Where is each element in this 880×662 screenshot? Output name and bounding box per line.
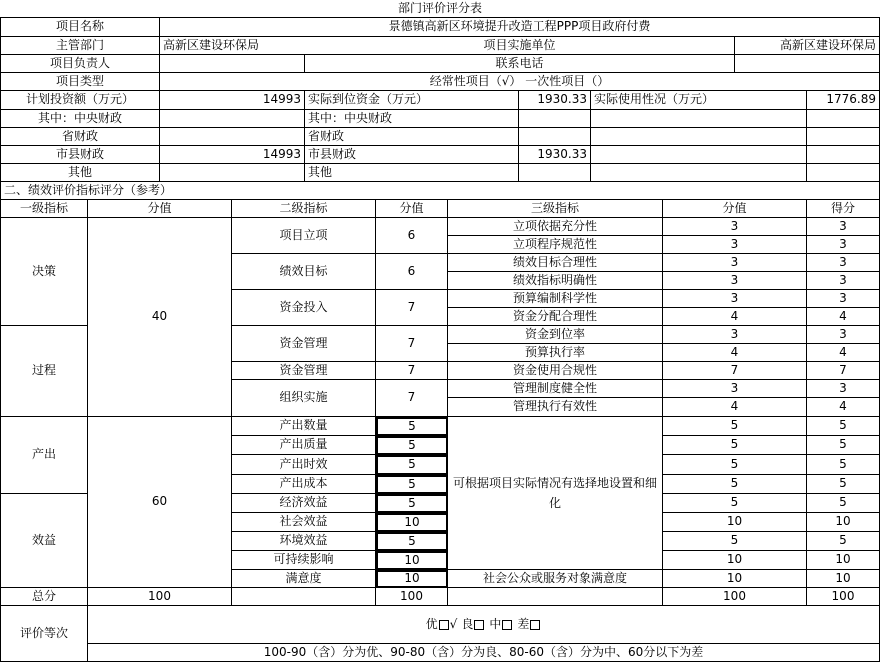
level3-got: 3 [807,236,880,254]
leader-value [160,55,305,73]
level2-score: 7 [376,290,448,326]
satisfaction-got: 10 [807,570,880,588]
level3-score: 7 [663,362,807,380]
level3-got: 5 [807,532,880,551]
level3-name: 立项依据充分性 [448,218,663,236]
phone-label: 联系电话 [305,55,735,73]
other-value [160,164,305,182]
level3-got: 5 [807,475,880,494]
level3-score: 5 [663,475,807,494]
level2-name: 资金投入 [232,290,376,326]
blank-cell [232,588,376,606]
level3-got: 5 [807,494,880,513]
level3-got: 3 [807,326,880,344]
level3-score: 4 [663,344,807,362]
level2-name: 可持续影响 [232,551,376,570]
dept-label: 主管部门 [0,37,160,55]
level3-score: 3 [663,380,807,398]
checkbox-icon [502,620,512,630]
other-value-2 [519,164,591,182]
grade-excellent-mark: √ [449,616,458,631]
level2-name: 产出成本 [232,475,376,494]
level2-name: 社会效益 [232,513,376,532]
level3-name: 资金分配合理性 [448,308,663,326]
level3-score: 5 [663,455,807,475]
level3-got: 3 [807,380,880,398]
level2-score: 5 [376,494,448,513]
level2-score: 6 [376,254,448,290]
blank-cell [591,128,807,146]
level2-score: 6 [376,218,448,254]
level2-name: 产出时效 [232,455,376,475]
plan-value: 14993 [160,91,305,110]
blank-cell [591,164,807,182]
level3-score: 4 [663,308,807,326]
total-label: 总分 [0,588,88,606]
level2-score: 10 [376,551,448,570]
leader-label: 项目负责人 [0,55,160,73]
impl-value: 高新区建设环保局 [735,37,880,55]
level3-score: 3 [663,290,807,308]
level3-name: 管理执行有效性 [448,398,663,417]
satisfaction-name: 社会公众或服务对象满意度 [448,570,663,588]
level1-output: 产出 [0,417,88,494]
blank-cell [448,588,663,606]
level3-score: 3 [663,236,807,254]
level3-name: 资金使用合规性 [448,362,663,380]
level2-score: 10 [376,513,448,532]
level3-got: 4 [807,344,880,362]
level3-score: 3 [663,272,807,290]
blank-cell [807,146,880,164]
level1-benefit: 效益 [0,494,88,588]
level2-name: 产出数量 [232,417,376,436]
level2-score: 5 [376,417,448,436]
level3-name: 管理制度健全性 [448,380,663,398]
level2-score: 5 [376,475,448,494]
level2-name: 环境效益 [232,532,376,551]
header-level3: 三级指标 [448,200,663,218]
level3-got: 10 [807,513,880,532]
other-label: 其他 [0,164,160,182]
level3-score: 4 [663,398,807,417]
level2-name: 项目立项 [232,218,376,254]
level3-merged-note: 可根据项目实际情况有选择地设置和细化 [448,417,663,570]
prov-value-2 [519,128,591,146]
sheet-title: 部门评价评分表 [0,0,880,18]
level2-name: 满意度 [232,570,376,588]
project-name: 景德镇高新区环境提升改造工程PPP项目政府付费 [160,18,880,37]
grade-rule: 100-90（含）分为优、90-80（含）分为良、80-60（含）分为中、60分以下为差 [88,644,880,662]
level3-name: 绩效指标明确性 [448,272,663,290]
level3-score: 5 [663,532,807,551]
checkbox-icon [530,620,540,630]
level2-score: 7 [376,362,448,380]
level3-got: 4 [807,398,880,417]
level1-process: 过程 [0,326,88,417]
use-value: 1776.89 [807,91,880,110]
level2-score: 7 [376,326,448,362]
level2-name: 资金管理 [232,326,376,362]
prov-label: 省财政 [0,128,160,146]
level3-got: 5 [807,455,880,475]
blank-cell [807,164,880,182]
level2-score: 5 [376,436,448,455]
central-value-2 [519,110,591,128]
total-score1: 100 [88,588,232,606]
level3-name: 立项程序规范性 [448,236,663,254]
level2-name: 资金管理 [232,362,376,380]
use-label: 实际使用性况（万元） [591,91,807,110]
dept-value: 高新区建设环保局 [160,37,305,55]
grade-medium: 中 [489,616,502,631]
level3-got: 4 [807,308,880,326]
level3-got: 5 [807,417,880,436]
checkbox-icon [474,620,484,630]
level1-score-top: 40 [88,218,232,417]
header-score3: 分值 [663,200,807,218]
header-level1: 一级指标 [0,200,88,218]
blank-cell [591,110,807,128]
central-value [160,110,305,128]
blank-cell [591,146,807,164]
level2-name: 经济效益 [232,494,376,513]
level2-score: 5 [376,532,448,551]
type-value: 经常性项目（√） 一次性项目（） [160,73,880,91]
header-level2: 二级指标 [232,200,376,218]
prov-label-2: 省财政 [305,128,519,146]
level3-score: 5 [663,494,807,513]
city-label: 市县财政 [0,146,160,164]
level3-score: 10 [663,513,807,532]
level3-score: 5 [663,417,807,436]
blank-cell [807,128,880,146]
grade-good: 良 [461,616,474,631]
level2-score: 7 [376,380,448,417]
header-got: 得分 [807,200,880,218]
level3-name: 资金到位率 [448,326,663,344]
city-label-2: 市县财政 [305,146,519,164]
impl-label: 项目实施单位 [305,37,735,55]
actual-value: 1930.33 [519,91,591,110]
level3-score: 5 [663,436,807,455]
level2-name: 产出质量 [232,436,376,455]
central-label: 其中：中央财政 [0,110,160,128]
grade-poor: 差 [517,616,530,631]
actual-label: 实际到位资金（万元） [305,91,519,110]
level3-score: 10 [663,551,807,570]
level3-name: 绩效目标合理性 [448,254,663,272]
level2-name: 组织实施 [232,380,376,417]
grade-options [88,606,880,644]
other-label-2: 其他 [305,164,519,182]
satisfaction-score: 10 [663,570,807,588]
checkbox-icon [439,620,449,630]
level1-score-bottom: 60 [88,417,232,588]
level3-score: 3 [663,326,807,344]
grade-label: 评价等次 [0,606,88,662]
level1-decision: 决策 [0,218,88,326]
plan-label: 计划投资额（万元） [0,91,160,110]
central-label-2: 其中：中央财政 [305,110,519,128]
total-score2: 100 [376,588,448,606]
header-score2: 分值 [376,200,448,218]
blank-cell [807,110,880,128]
level2-name: 绩效目标 [232,254,376,290]
city-value-2: 1930.33 [519,146,591,164]
level3-got: 5 [807,436,880,455]
level3-got: 3 [807,272,880,290]
level2-score: 5 [376,455,448,475]
level3-got: 3 [807,218,880,236]
level3-name: 预算编制科学性 [448,290,663,308]
grade-excellent: 优 [425,616,438,631]
level3-score: 3 [663,218,807,236]
city-value: 14993 [160,146,305,164]
level3-got: 3 [807,290,880,308]
level3-got: 7 [807,362,880,380]
section2-title: 二、绩效评价指标评分（参考） [0,182,880,200]
level2-score: 10 [376,570,448,588]
header-score1: 分值 [88,200,232,218]
total-score3: 100 [663,588,807,606]
type-label: 项目类型 [0,73,160,91]
level3-score: 3 [663,254,807,272]
phone-value [735,55,880,73]
project-name-label: 项目名称 [0,18,160,37]
level3-name: 预算执行率 [448,344,663,362]
level3-got: 10 [807,551,880,570]
prov-value [160,128,305,146]
level3-got: 3 [807,254,880,272]
total-got: 100 [807,588,880,606]
